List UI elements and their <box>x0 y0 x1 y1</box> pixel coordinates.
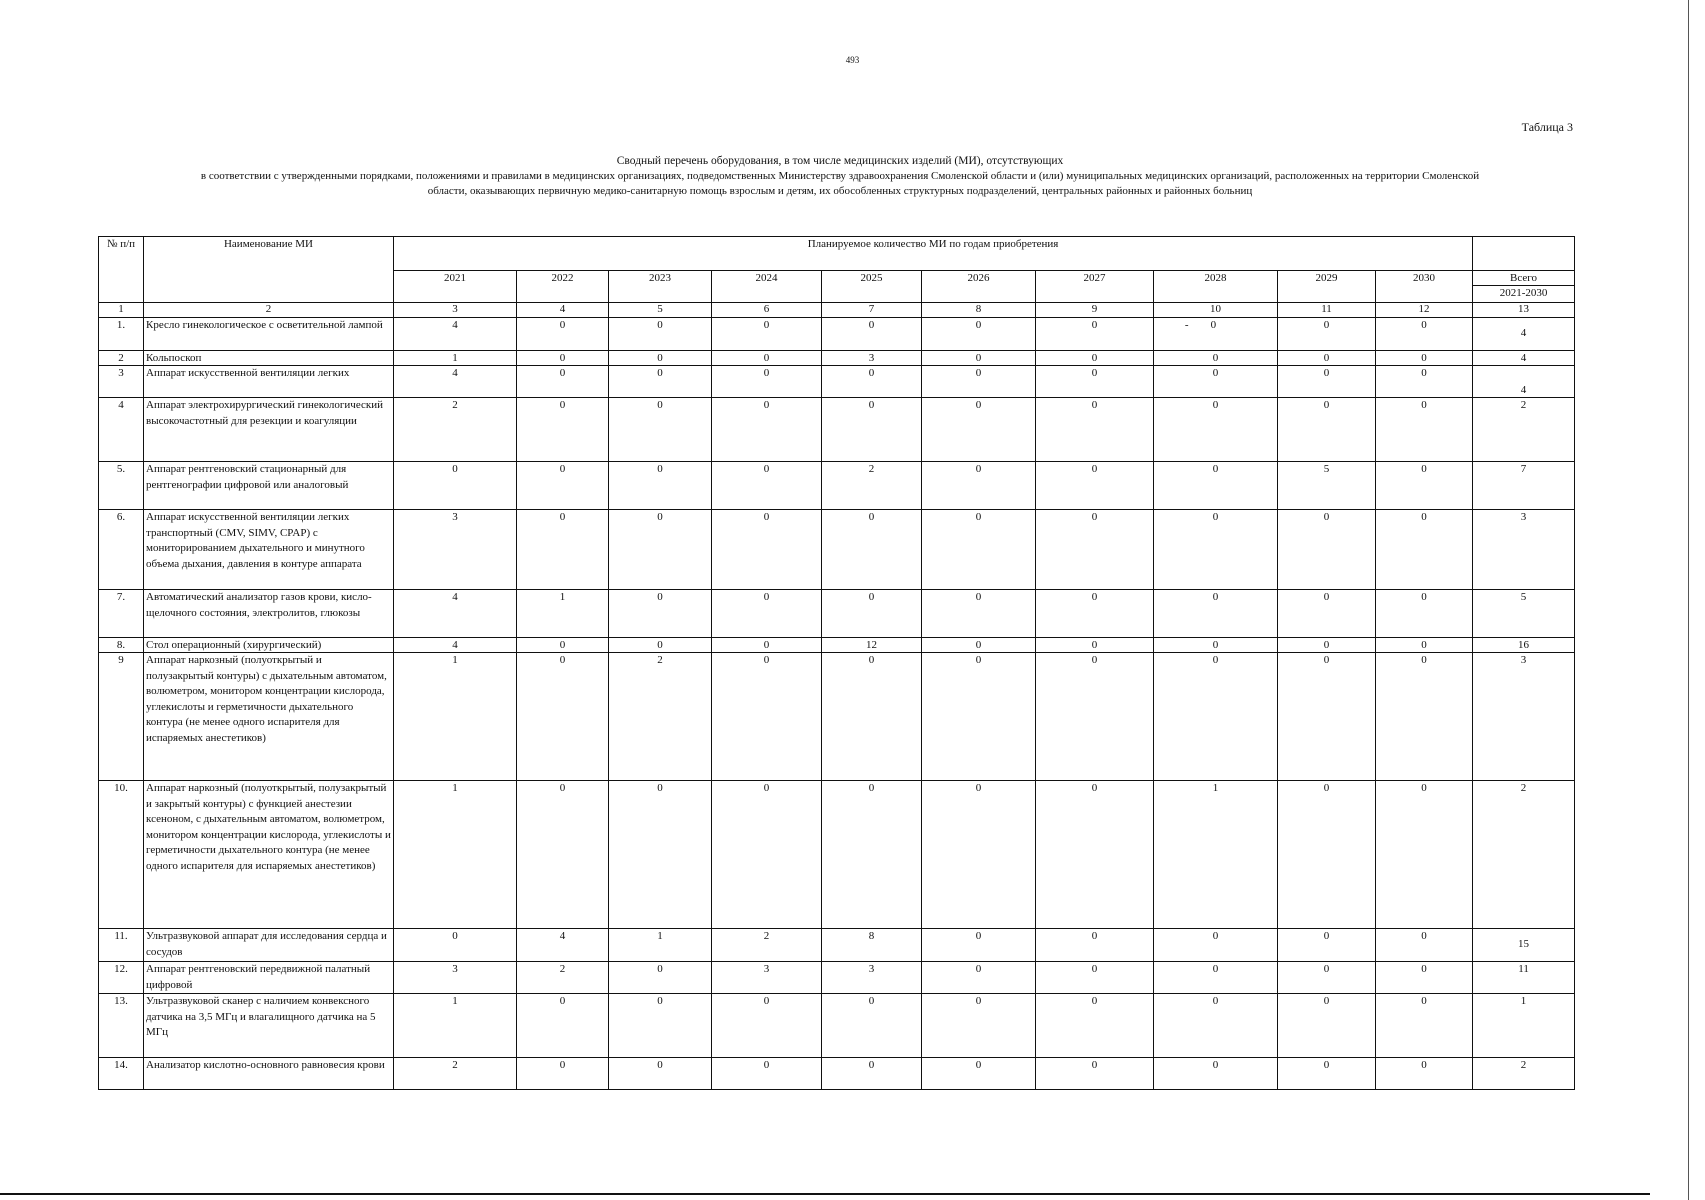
table-row <box>99 510 1575 590</box>
value-cell: 0 <box>609 962 712 994</box>
value-cell: 0 <box>922 510 1036 590</box>
value-cell: 12 <box>822 638 922 653</box>
value-cell: 1 <box>394 351 517 366</box>
value-cell: 4 <box>394 638 517 653</box>
value-cell: 0 <box>1376 366 1473 398</box>
value-cell: 0 <box>1278 994 1376 1058</box>
table-row <box>99 994 1575 1058</box>
value-cell: 3 <box>394 510 517 590</box>
total-cell: 4 <box>1473 366 1575 398</box>
row-name: Автоматический анализатор газов крови, кисло-щелочного состояния, электролитов, глюкозы <box>144 590 394 638</box>
stray-mark: - <box>1184 319 1189 331</box>
table-row <box>99 398 1575 462</box>
total-cell: 3 <box>1473 653 1575 781</box>
value-cell: 0 <box>822 318 922 351</box>
value-cell: 0 <box>609 638 712 653</box>
row-name: Кольпоскоп <box>144 351 394 366</box>
value-cell: 0 <box>922 929 1036 962</box>
value-cell: 0 <box>1278 590 1376 638</box>
value-cell: 0 <box>712 994 822 1058</box>
value-cell: 4 <box>394 318 517 351</box>
value-cell: 0 <box>517 318 609 351</box>
header-total-label: Всего <box>1473 271 1574 286</box>
value-cell: 0 <box>1036 366 1154 398</box>
row-number: 7. <box>99 590 144 638</box>
value-cell: 4 <box>394 366 517 398</box>
value-cell: 0 <box>1036 462 1154 510</box>
value-cell: 0 <box>822 366 922 398</box>
header-total-period: 2021-2030 <box>1499 287 1548 299</box>
row-name: Аппарат искусственной вентиляции легких <box>144 366 394 398</box>
table-row <box>99 929 1575 962</box>
bottom-rule <box>0 1193 1650 1195</box>
value-cell: 0 <box>517 653 609 781</box>
value-cell: 0 <box>822 653 922 781</box>
value-cell: 3 <box>394 962 517 994</box>
value-cell: 0 <box>822 510 922 590</box>
value-cell: 0 <box>922 994 1036 1058</box>
table-row <box>99 638 1575 653</box>
value-cell: 0 <box>1376 929 1473 962</box>
value-cell: 0 <box>1036 929 1154 962</box>
index-cell: 13 <box>1473 303 1575 318</box>
row-number: 9 <box>99 653 144 781</box>
value-cell: 0 <box>394 462 517 510</box>
value-cell: 0 <box>1376 994 1473 1058</box>
value-cell: 3 <box>712 962 822 994</box>
value-cell: 0 <box>609 781 712 929</box>
value-cell: 0 <box>517 462 609 510</box>
value-cell: 0 <box>1036 590 1154 638</box>
value-cell: 0 <box>712 351 822 366</box>
value-cell: 0 <box>712 398 822 462</box>
row-name: Аппарат рентгеновский стационарный для рентгенографии цифровой или аналоговый <box>144 462 394 510</box>
value-cell: 0 <box>517 351 609 366</box>
value-cell: 0 <box>1376 653 1473 781</box>
table-row <box>99 366 1575 398</box>
value-cell: 0 <box>922 318 1036 351</box>
row-number: 2 <box>99 351 144 366</box>
value-cell: 1 <box>609 929 712 962</box>
value-cell: 1 <box>394 781 517 929</box>
index-cell: 5 <box>609 303 712 318</box>
value-cell: 8 <box>822 929 922 962</box>
value-cell: 0 <box>1278 398 1376 462</box>
value-cell: 0 <box>1036 510 1154 590</box>
index-cell: 6 <box>712 303 822 318</box>
index-cell: 2 <box>144 303 394 318</box>
header-year: 2026 <box>922 271 1036 303</box>
row-number: 3 <box>99 366 144 398</box>
value-cell: 0 <box>922 781 1036 929</box>
total-cell: 1 <box>1473 994 1575 1058</box>
total-cell: 11 <box>1473 962 1575 994</box>
header-year: 2029 <box>1278 271 1376 303</box>
total-cell: 16 <box>1473 638 1575 653</box>
value-cell: 0 <box>1036 398 1154 462</box>
value-cell: 0 <box>1036 962 1154 994</box>
index-cell: 11 <box>1278 303 1376 318</box>
row-number: 8. <box>99 638 144 653</box>
value-cell: 0 <box>922 366 1036 398</box>
value-cell: 0 <box>712 638 822 653</box>
value-cell: 0 <box>1376 781 1473 929</box>
value-cell: 0 <box>1036 318 1154 351</box>
total-cell: 7 <box>1473 462 1575 510</box>
value-cell: 0 <box>517 366 609 398</box>
row-number: 1. <box>99 318 144 351</box>
total-cell: 3 <box>1473 510 1575 590</box>
value-cell: 0 <box>1154 962 1278 994</box>
value-cell: 0 <box>609 366 712 398</box>
header-plan: Планируемое количество МИ по годам приобретения <box>394 237 1473 271</box>
value-cell: 0 <box>1278 1058 1376 1090</box>
value-cell: 0 <box>1154 590 1278 638</box>
value-cell: 0 <box>922 398 1036 462</box>
value-cell: 0 <box>1376 510 1473 590</box>
header-total <box>1473 271 1575 303</box>
value-cell: 0 <box>517 1058 609 1090</box>
row-name: Аппарат искусственной вентиляции легких транспортный (CMV, SIMV, CPAP) с мониторированием дыхательного и минутного объема дыхания, давления в контуре аппарата <box>144 510 394 590</box>
value-cell: 0 <box>1376 462 1473 510</box>
value-cell: 0 <box>922 351 1036 366</box>
row-number: 11. <box>99 929 144 962</box>
total-cell: 5 <box>1473 590 1575 638</box>
value-cell: 0 <box>922 653 1036 781</box>
row-number: 12. <box>99 962 144 994</box>
value-cell: 0 <box>712 462 822 510</box>
value-cell <box>1154 318 1278 351</box>
value-text: 0 <box>1210 319 1217 331</box>
title-line-2: в соответствии с утвержденными порядками, положениями и правилами в медицинских организациях, подведомственных Министерству здравоохранения Смоленской области и (или) муниципальных медицинских организаций, расположенных на территории Смоленской <box>200 170 1480 182</box>
row-number: 4 <box>99 398 144 462</box>
value-cell: 0 <box>1036 638 1154 653</box>
value-cell: 4 <box>394 590 517 638</box>
value-cell: 0 <box>922 638 1036 653</box>
value-cell: 0 <box>1278 781 1376 929</box>
index-cell: 7 <box>822 303 922 318</box>
value-cell: 0 <box>1036 653 1154 781</box>
title-line-1: Сводный перечень оборудования, в том числе медицинских изделий (МИ), отсутствующих <box>616 155 1064 167</box>
header-year: 2023 <box>609 271 712 303</box>
row-number: 13. <box>99 994 144 1058</box>
total-cell: 4 <box>1473 351 1575 366</box>
value-cell: 0 <box>1036 1058 1154 1090</box>
total-cell: 4 <box>1473 318 1575 351</box>
value-cell: 0 <box>517 994 609 1058</box>
value-cell: 0 <box>609 351 712 366</box>
value-cell: 0 <box>1154 462 1278 510</box>
row-name: Аппарат наркозный (полуоткрытый, полузакрытый и закрытый контуры) с функцией анестезии ксеноном, с дыхательным автоматом, волюметром, монитором концентрации кислорода, углекислоты и герметичности дыхательного контура (не менее одного испарителя для испаряемых анестетиков) <box>144 781 394 929</box>
value-cell: 0 <box>609 398 712 462</box>
value-cell: 0 <box>822 1058 922 1090</box>
value-cell: 0 <box>1376 638 1473 653</box>
value-cell: 0 <box>822 590 922 638</box>
value-cell: 0 <box>609 510 712 590</box>
header-year: 2028 <box>1154 271 1278 303</box>
value-cell: 0 <box>609 590 712 638</box>
value-cell: 0 <box>1278 962 1376 994</box>
value-cell: 0 <box>517 781 609 929</box>
header-name: Наименование МИ <box>144 237 394 303</box>
row-name: Ультразвуковой аппарат для исследования сердца и сосудов <box>144 929 394 962</box>
row-name: Аппарат наркозный (полуоткрытый и полузакрытый контуры) с дыхательным автоматом, волюметром, монитором концентрации кислорода, углекислоты и герметичности дыхательного контура (не менее одного испарителя для испаряемых анестетиков) <box>144 653 394 781</box>
equipment-table <box>98 236 1575 1090</box>
value-cell: 0 <box>609 994 712 1058</box>
index-cell: 8 <box>922 303 1036 318</box>
value-cell: 0 <box>1376 1058 1473 1090</box>
value-cell: 0 <box>1278 653 1376 781</box>
value-cell: 1 <box>1154 781 1278 929</box>
value-cell: 2 <box>394 1058 517 1090</box>
index-cell: 3 <box>394 303 517 318</box>
value-cell: 0 <box>1036 781 1154 929</box>
value-cell: 0 <box>609 318 712 351</box>
row-name: Аппарат рентгеновский передвижной палатный цифровой <box>144 962 394 994</box>
value-cell: 0 <box>1154 929 1278 962</box>
right-edge-line <box>1688 0 1689 1200</box>
value-cell: 0 <box>712 366 822 398</box>
value-cell: 4 <box>517 929 609 962</box>
value-cell: 1 <box>394 994 517 1058</box>
value-cell: 0 <box>922 462 1036 510</box>
value-cell: 1 <box>394 653 517 781</box>
value-cell: 0 <box>1154 351 1278 366</box>
value-cell: 0 <box>1154 1058 1278 1090</box>
value-cell: 3 <box>822 962 922 994</box>
total-cell: 2 <box>1473 781 1575 929</box>
value-cell: 0 <box>712 653 822 781</box>
table-row <box>99 781 1575 929</box>
value-cell: 0 <box>922 962 1036 994</box>
header-year: 2022 <box>517 271 609 303</box>
row-name: Анализатор кислотно-основного равновесия крови <box>144 1058 394 1090</box>
table-row <box>99 351 1575 366</box>
row-name: Кресло гинекологическое с осветительной лампой <box>144 318 394 351</box>
table-label: Таблица 3 <box>1521 120 1573 134</box>
value-cell: 0 <box>1154 398 1278 462</box>
value-cell: 0 <box>712 781 822 929</box>
document-title <box>110 154 1570 199</box>
value-cell: 0 <box>822 781 922 929</box>
value-cell: 0 <box>922 1058 1036 1090</box>
value-cell: 0 <box>1154 638 1278 653</box>
header-num: № п/п <box>99 237 144 303</box>
title-line-3: области, оказывающих первичную медико-санитарную помощь взрослым и детям, их обособленных структурных подразделений, центральных районных и районных больниц <box>427 185 1253 197</box>
value-cell: 0 <box>712 590 822 638</box>
value-cell: 0 <box>1036 994 1154 1058</box>
table-row <box>99 1058 1575 1090</box>
index-cell: 12 <box>1376 303 1473 318</box>
value-cell: 0 <box>1278 510 1376 590</box>
header-year: 2025 <box>822 271 922 303</box>
header-year: 2030 <box>1376 271 1473 303</box>
value-cell: 0 <box>1278 318 1376 351</box>
value-cell: 0 <box>394 929 517 962</box>
index-cell: 9 <box>1036 303 1154 318</box>
value-cell: 0 <box>517 398 609 462</box>
value-cell: 0 <box>1376 398 1473 462</box>
value-cell: 2 <box>712 929 822 962</box>
value-cell: 0 <box>1376 962 1473 994</box>
value-cell: 0 <box>1154 510 1278 590</box>
table-row <box>99 462 1575 510</box>
value-cell: 2 <box>394 398 517 462</box>
row-number: 5. <box>99 462 144 510</box>
value-cell: 1 <box>517 590 609 638</box>
row-number: 14. <box>99 1058 144 1090</box>
value-cell: 0 <box>1376 351 1473 366</box>
row-name: Ультразвуковой сканер с наличием конвексного датчика на 3,5 МГц и влагалищного датчика на 5 МГц <box>144 994 394 1058</box>
value-cell: 0 <box>517 510 609 590</box>
value-cell: 0 <box>712 1058 822 1090</box>
value-cell: 0 <box>517 638 609 653</box>
page-number: 493 <box>845 55 860 65</box>
value-cell: 2 <box>517 962 609 994</box>
value-cell: 0 <box>922 590 1036 638</box>
value-cell: 0 <box>1278 351 1376 366</box>
index-cell: 4 <box>517 303 609 318</box>
value-cell: 0 <box>1036 351 1154 366</box>
total-cell: 15 <box>1473 929 1575 962</box>
header-blank <box>1473 237 1575 271</box>
table-row <box>99 962 1575 994</box>
value-cell: 2 <box>822 462 922 510</box>
value-cell: 0 <box>822 994 922 1058</box>
value-cell: 0 <box>822 398 922 462</box>
value-cell: 0 <box>1376 590 1473 638</box>
value-cell: 0 <box>1154 366 1278 398</box>
value-cell: 3 <box>822 351 922 366</box>
index-cell: 10 <box>1154 303 1278 318</box>
index-cell: 1 <box>99 303 144 318</box>
row-name: Стол операционный (хирургический) <box>144 638 394 653</box>
value-cell: 0 <box>712 318 822 351</box>
table-row <box>99 653 1575 781</box>
row-name: Аппарат электрохирургический гинекологический высокочастотный для резекции и коагуляции <box>144 398 394 462</box>
table-row <box>99 318 1575 351</box>
value-cell: 0 <box>1278 638 1376 653</box>
value-cell: 0 <box>609 1058 712 1090</box>
value-cell: 0 <box>712 510 822 590</box>
header-year: 2021 <box>394 271 517 303</box>
row-number: 6. <box>99 510 144 590</box>
value-cell: 0 <box>609 462 712 510</box>
value-cell: 0 <box>1154 653 1278 781</box>
value-cell: 5 <box>1278 462 1376 510</box>
header-year: 2024 <box>712 271 822 303</box>
value-cell: 0 <box>1376 318 1473 351</box>
value-cell: 0 <box>1278 366 1376 398</box>
table-row <box>99 590 1575 638</box>
total-cell: 2 <box>1473 1058 1575 1090</box>
row-number: 10. <box>99 781 144 929</box>
total-cell: 2 <box>1473 398 1575 462</box>
value-cell: 0 <box>1278 929 1376 962</box>
header-year: 2027 <box>1036 271 1154 303</box>
value-cell: 2 <box>609 653 712 781</box>
value-cell: 0 <box>1154 994 1278 1058</box>
